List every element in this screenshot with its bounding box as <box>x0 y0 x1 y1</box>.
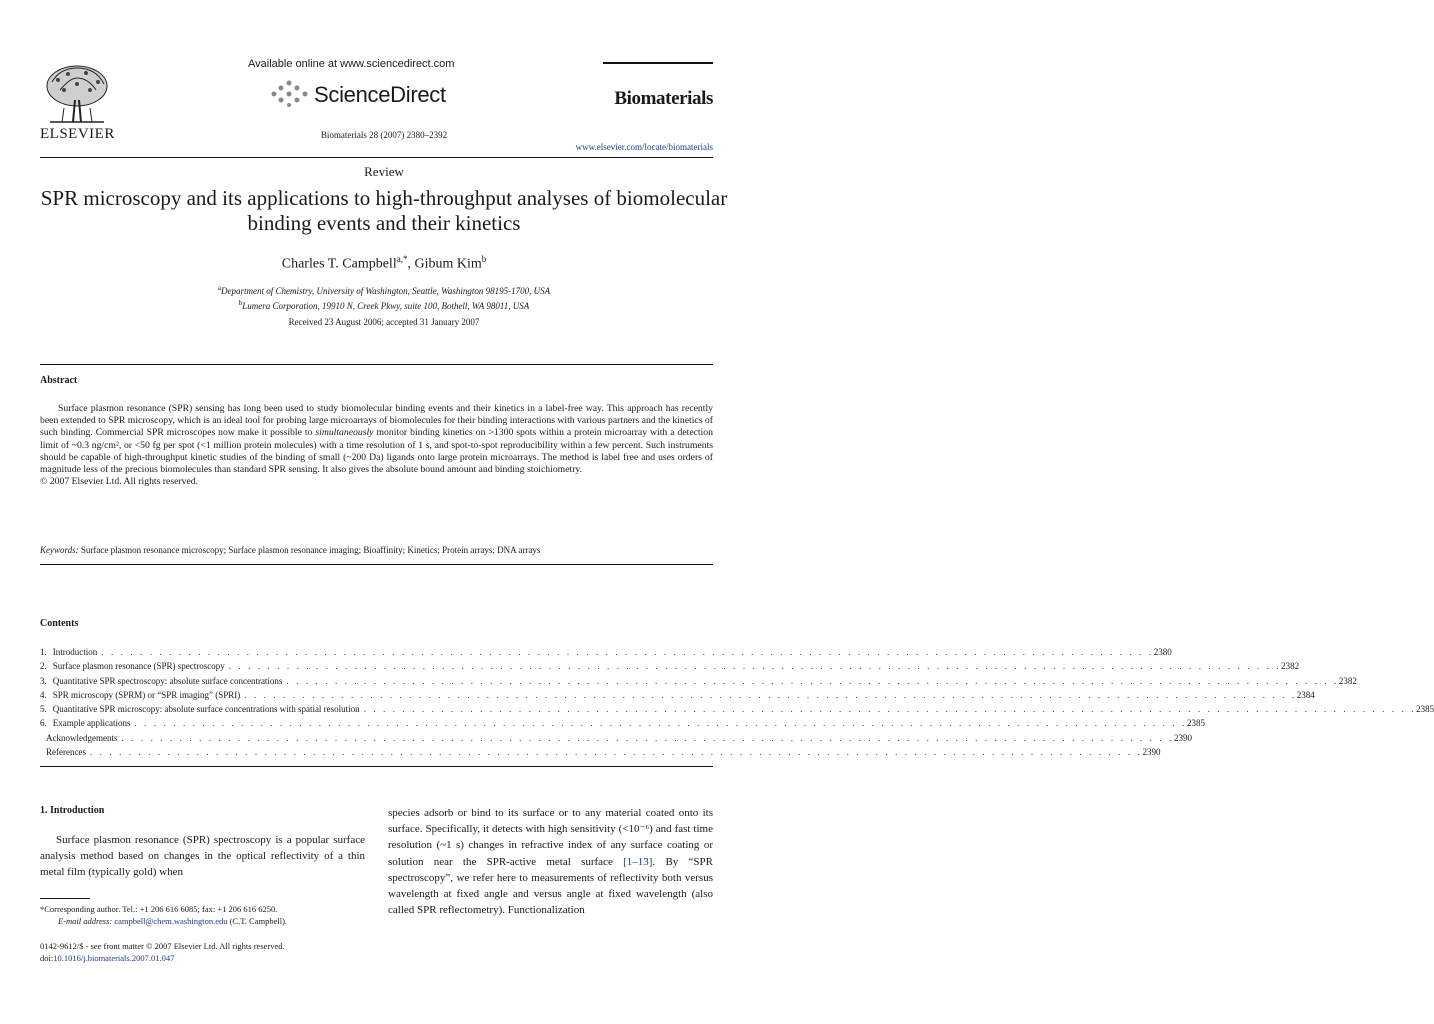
toc-label[interactable]: Quantitative SPR microscopy: absolute surface concentrations with spatial resolution <box>52 704 360 715</box>
header-divider <box>40 157 713 158</box>
doi-line <box>40 952 365 964</box>
sciencedirect-dots-icon <box>268 78 312 108</box>
toc-page: 2380 <box>1153 647 1172 657</box>
journal-url-link[interactable]: www.elsevier.com/locate/biomaterials <box>575 142 713 152</box>
author-list <box>0 254 768 273</box>
email-line <box>40 915 365 927</box>
toc-leader-dots: . . . . . . . . . . . . . . . . . . . . . . . . . . . . . . . . . . . . . . . . . . . . . . . . . . . . . . . . . . . . . . . . . . . . . . . . . . . . . . . . . . . . . . . . . . . . . . . . . . . . . . . . . . . . . <box>121 732 1174 743</box>
toc-number: 4. <box>40 689 47 700</box>
toc-leader-dots: . . . . . . . . . . . . . . . . . . . . . . . . . . . . . . . . . . . . . . . . . . . . . . . . . . . . . . . . . . . . . . . . . . . . . . . . . . . . . . . . . . . . . . . . . . . . . . . . . . . . . . . . . . . . . <box>134 718 1187 729</box>
author-name: Gibum Kim <box>414 256 482 272</box>
toc-leader-dots: . . . . . . . . . . . . . . . . . . . . . . . . . . . . . . . . . . . . . . . . . . . . . . . . . . . . . . . . . . . . . . . . . . . . . . . . . . . . . . . . . . . . . . . . . . . . . . . . . . . . . . . . . . . . . <box>363 704 1417 715</box>
affiliation-mark: a <box>217 284 222 292</box>
keywords-text: Surface plasmon resonance microscopy; Surface plasmon resonance imaging; Bioaffinity; Kinetics; Protein arrays; DNA arrays <box>80 545 541 555</box>
affiliation-a <box>0 282 768 297</box>
table-of-contents <box>40 645 1434 759</box>
doi-label: doi: <box>40 953 54 963</box>
toc-item[interactable] <box>40 702 1434 716</box>
affiliations <box>0 282 768 312</box>
intro-text: . By “SPR spectroscopy”, we refer here to measurements of reflectivity both versus wavelength at fixed angle and versus angle at fixed wavelength (also called SPR reflectometry). Functionalization <box>388 855 713 917</box>
abstract-top-rule <box>40 364 713 365</box>
toc-page: 2390 <box>1142 747 1161 758</box>
bottom-metadata <box>40 940 365 964</box>
abstract-paragraph <box>40 403 713 476</box>
available-online-text[interactable]: Available online at www.sciencedirect.com <box>248 58 455 70</box>
reference-link[interactable]: [1–13] <box>623 855 653 868</box>
toc-leader-dots: . . . . . . . . . . . . . . . . . . . . . . . . . . . . . . . . . . . . . . . . . . . . . . . . . . . . . . . . . . . . . . . . . . . . . . . . . . . . . . . . . . . . . . . . . . . . . . . . . . . . . . . . . . . . . <box>244 689 1297 700</box>
toc-item[interactable] <box>40 716 1205 730</box>
journal-name: Biomaterials <box>614 88 713 109</box>
toc-leader-dots: . . . . . . . . . . . . . . . . . . . . . . . . . . . . . . . . . . . . . . . . . . . . . . . . . . . . . . . . . . . . . . . . . . . . . . . . . . . . . . . . . . . . . . . . . . . . . . . . . . . . . . . . . . . . . <box>228 661 1282 672</box>
toc-page: 2382 <box>1338 675 1357 686</box>
footnote <box>40 903 365 927</box>
toc-number: 3. <box>40 675 47 686</box>
abstract-text: monitor binding kinetics on >1300 spots within a protein microarray with a detection limit of ~0.3 ng/cm², or <50 fg per spot (<1 million protein molecules) with a time resolution of 1 s, and spot-to-spot reproducibility within a few percent. Such instruments should be capable of high-throughput kinetic studies of the binding of small (~200 Da) ligands onto large protein microarrays. The method is label free and uses orders of magnitude less of the precious biomolecules than standard SPR sensing. It also gives the absolute bound amount and binding stoichiometry. <box>40 427 713 476</box>
toc-item[interactable] <box>40 745 1161 759</box>
toc-page: 2390 <box>1173 732 1192 743</box>
abstract-heading: Abstract <box>40 375 78 386</box>
abstract-copyright: © 2007 Elsevier Ltd. All rights reserved. <box>40 476 199 488</box>
elsevier-tree-logo <box>40 60 114 130</box>
footnote-rule <box>40 898 90 899</box>
toc-label[interactable]: Introduction <box>52 647 98 657</box>
affiliation-b <box>0 297 768 312</box>
toc-number: 6. <box>40 718 47 729</box>
toc-leader-dots: . . . . . . . . . . . . . . . . . . . . . . . . . . . . . . . . . . . . . . . . . . . . . . . . . . . . . . . . . . . . . . . . . . . . . . . . . . . . . . . . . . . . . . . . . . . . . . . . . . . . . . . . . . . . . <box>89 747 1143 758</box>
toc-page: 2385 <box>1416 704 1434 715</box>
abstract-body <box>40 403 713 488</box>
intro-left-paragraph: Surface plasmon resonance (SPR) spectroscopy is a popular surface analysis method based on changes in the optical reflectivity of a thin metal film (typically gold) when <box>40 834 365 879</box>
affiliation-mark: b <box>238 299 243 307</box>
affiliation-text: Department of Chemistry, University of Washington, Seattle, Washington 98195-1700, USA <box>221 286 551 296</box>
author-name: Charles T. Campbell <box>281 256 397 272</box>
corresponding-author-note: *Corresponding author. Tel.: +1 206 616 6085; fax: +1 206 616 6250. <box>40 904 278 914</box>
toc-number: 2. <box>40 661 47 672</box>
toc-page: 2382 <box>1281 661 1300 672</box>
sciencedirect-logo-text: ScienceDirect <box>314 82 446 107</box>
toc-item[interactable] <box>40 688 1315 702</box>
toc-label[interactable]: References <box>46 747 86 758</box>
issn-line: 0142-9612/$ - see front matter © 2007 Elsevier Ltd. All rights reserved. <box>40 941 285 951</box>
author-affiliation-mark: a,* <box>396 254 408 264</box>
email-link[interactable]: campbell@chem.washington.edu <box>114 916 228 926</box>
toc-item[interactable] <box>40 659 1300 673</box>
toc-label[interactable]: Acknowledgements <box>46 732 118 743</box>
toc-leader-dots: . . . . . . . . . . . . . . . . . . . . . . . . . . . . . . . . . . . . . . . . . . . . . . . . . . . . . . . . . . . . . . . . . . . . . . . . . . . . . . . . . . . . . . . . . . . . . . . . . . . . . . . . . . . . . <box>286 675 1339 686</box>
publisher-name: ELSEVIER <box>40 126 115 142</box>
toc-item[interactable] <box>40 674 1357 688</box>
toc-leader-dots: . . . . . . . . . . . . . . . . . . . . . . . . . . . . . . . . . . . . . . . . . . . . . . . . . . . . . . . . . . . . . . . . . . . . . . . . . . . . . . . . . . . . . . . . . . . . . . . . . . . . . . . . . . . . . <box>101 647 1154 657</box>
abstract-emphasis: simultaneously <box>315 427 374 439</box>
keywords-label: Keywords: <box>40 545 79 555</box>
toc-page: 2385 <box>1186 718 1205 729</box>
received-dates: Received 23 August 2006; accepted 31 January 2007 <box>288 317 480 327</box>
journal-rule <box>603 62 713 64</box>
toc-label[interactable]: Quantitative SPR spectroscopy: absolute surface concentrations <box>52 675 283 686</box>
author-separator: , <box>407 256 415 272</box>
journal-citation: Biomaterials 28 (2007) 2380–2392 <box>320 130 448 140</box>
toc-number: 5. <box>40 704 47 715</box>
email-author: (C.T. Campbell). <box>227 916 288 926</box>
keywords <box>40 545 713 555</box>
doi-link[interactable]: 10.1016/j.biomaterials.2007.01.047 <box>53 953 175 963</box>
article-type: Review <box>364 164 404 179</box>
toc-item[interactable] <box>40 645 1172 659</box>
author-affiliation-mark: b <box>481 254 487 264</box>
toc-page: 2384 <box>1296 689 1315 700</box>
toc-label[interactable]: SPR microscopy (SPRM) or “SPR imaging” (SPRI) <box>52 689 241 700</box>
article-title: SPR microscopy and its applications to high-throughput analyses of biomolecular binding events and their kinetics <box>40 186 728 235</box>
email-label: E-mail address: <box>58 916 113 926</box>
abstract-text: Surface plasmon resonance (SPR) sensing has long been used to study biomolecular binding events and their kinetics in a label-free way. This approach has recently been extended to SPR microscopy, which is an ideal tool for probing large microarrays of biomolecules for their binding interactions with various partners and the kinetics of such binding. Commercial SPR microscopes now make it possible to <box>40 403 713 439</box>
affiliation-text: Lumera Corporation, 19910 N, Creek Pkwy, suite 100, Bothell, WA 98011, USA <box>242 301 530 311</box>
intro-right-paragraph <box>388 805 713 918</box>
keywords-bottom-rule <box>40 564 713 565</box>
intro-text: species adsorb or bind to its surface or to any material coated onto its surface. Specifically, it detects with high sensitivity (<10⁻⁶) and fast time resolution (~1 s) changes in refractive index of any surface coating or solution near the SPR-active metal surface <box>388 807 713 868</box>
toc-number: 1. <box>40 647 47 657</box>
toc-item[interactable] <box>40 731 1192 745</box>
contents-bottom-rule <box>40 766 713 767</box>
toc-label[interactable]: Example applications <box>52 718 131 729</box>
contents-heading: Contents <box>40 618 79 629</box>
section-heading-introduction: 1. Introduction <box>40 805 105 816</box>
toc-label[interactable]: Surface plasmon resonance (SPR) spectroscopy <box>52 661 225 672</box>
